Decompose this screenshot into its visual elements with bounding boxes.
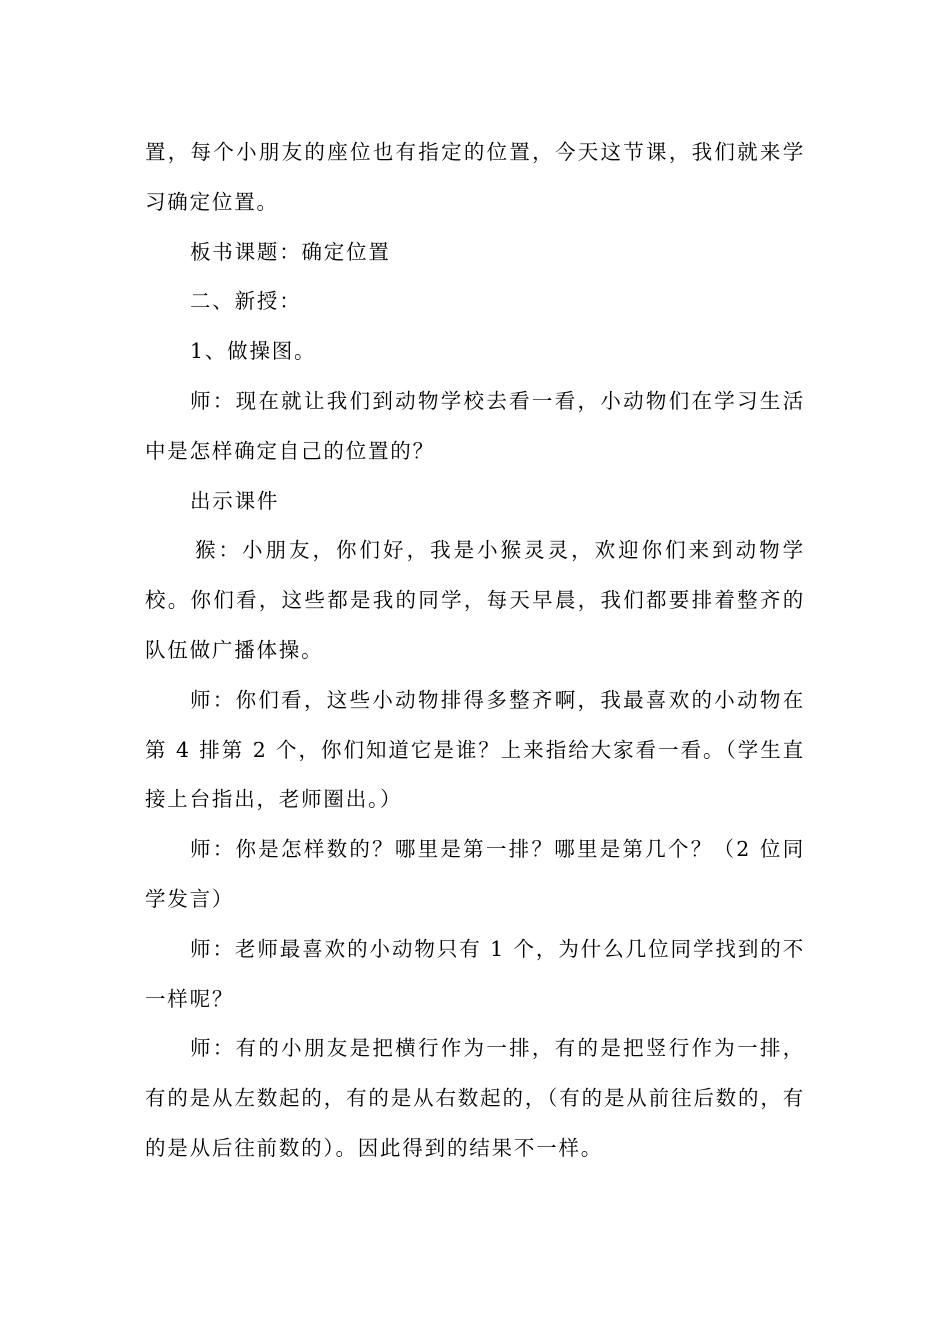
- paragraph-teacher-explain: 师：有的小朋友是把横行作为一排，有的是把竖行作为一排，有的是从左数起的，有的是从右数起的，（有的是从前往后数的，有的是从后往前数的）。因此得到的结果不一样。: [145, 1036, 805, 1160]
- paragraph-board-title: 板书课题：确定位置: [190, 239, 391, 264]
- paragraph-subheading: 1、做操图。: [190, 339, 317, 364]
- paragraph-teacher-intro: 师：现在就让我们到动物学校去看一看，小动物们在学习生活中是怎样确定自己的位置的？: [145, 388, 805, 463]
- paragraph-teacher-why: 师：老师最喜欢的小动物只有 1 个，为什么几位同学找到的不一样呢？: [145, 936, 805, 1011]
- paragraph-monkey-speech: 猴：小朋友，你们好，我是小猴灵灵，欢迎你们来到动物学校。你们看，这些都是我的同学，每天早晨，我们都要排着整齐的队伍做广播体操。: [145, 538, 805, 662]
- paragraph-teacher-counting: 师：你是怎样数的？哪里是第一排？哪里是第几个？（2 位同学发言）: [145, 837, 805, 911]
- paragraph-continuation: 置，每个小朋友的座位也有指定的位置，今天这节课，我们就来学习确定位置。: [145, 140, 805, 214]
- paragraph-show-slides: 出示课件: [190, 488, 280, 513]
- document-body: [145, 128, 805, 1174]
- paragraph-section-heading: 二、新授：: [190, 289, 302, 314]
- paragraph-teacher-question: 师：你们看，这些小动物排得多整齐啊，我最喜欢的小动物在第 4 排第 2 个，你们知道它是谁？上来指给大家看一看。（学生直接上台指出，老师圈出。）: [145, 687, 805, 812]
